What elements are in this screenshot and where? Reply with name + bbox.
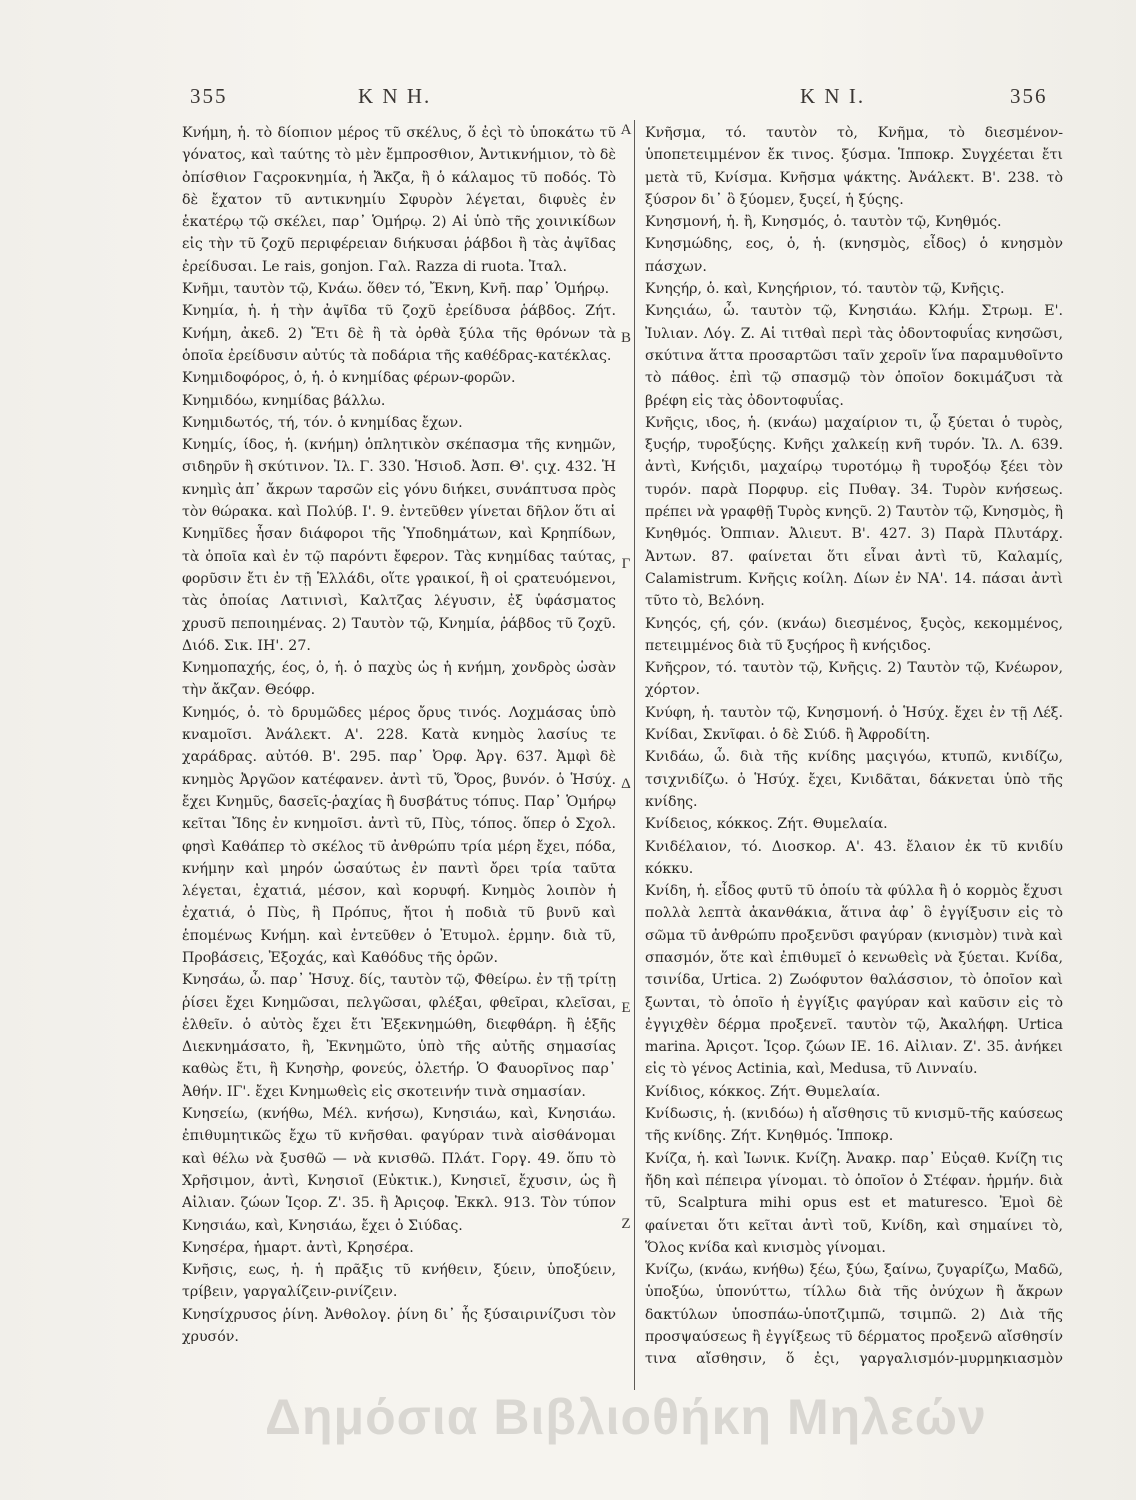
entry-knideios: Κνίδειος, κόκκος. Ζήτ. Θυμελαία.: [645, 816, 888, 833]
section-marker-epsilon: Ε: [621, 1000, 631, 1016]
column-divider: [634, 120, 635, 1390]
entry-knyfi: Κνύφη, ἡ. ταυτὸν τῷ, Κνησμονή. ὁ Ἡσύχ. ἔχει ἐν τῇ Λέξ. Κνίδαι, Σκνῖφαι. ὁ δὲ Σιύδ. ἢ Ἀφροδίτη.: [645, 704, 1063, 744]
entry-knisera: Κνησέρα, ἡμαρτ. ἀντὶ, Κρησέρα.: [182, 1239, 414, 1256]
running-header: [190, 84, 1060, 116]
entry-knisichrysos: Κνησίχρυσος ῥίνη. Ἀνθολογ. ῥίνη δι᾿ ἧς ξύσαιρινίζυσι τὸν χρυσόν.: [182, 1306, 616, 1346]
entry-knistir: Κνηςήρ, ὁ. καὶ, Κνηςήριον, τό. ταυτὸν τῷ, Κνῆςις.: [645, 281, 1005, 298]
entry-knistiao: Κνηςιάω, ὦ. ταυτὸν τῷ, Κνησιάω. Κλήμ. Στρωμ. Ε'. Ἰυλιαν. Λόγ. Ζ. Αἱ τιτθαὶ περὶ τὰς ὀδοντοφυΐας κνησῶσι, σκύτινα ἅττα προσαρτῶσι ταῖν χεροῖν ἵνα παραμυθοῖντο τὸ πάθος. ἐπὶ τῷ σπασμῷ τὸν ὁποῖον δοκιμάζυσι τὰ βρέφη εἰς τὰς ὀδοντοφυΐας.: [645, 303, 1063, 409]
entry-knismodis: Κνησμώδης, εος, ὁ, ἡ. (κνησμὸς, εἶδος) ὁ κνησμὸν πάσχων.: [645, 236, 1063, 275]
entry-knidi: Κνίδη, ἡ. εἶδος φυτῦ τῦ ὁποίυ τὰ φύλλα ἢ ὁ κορμὸς ἔχυσι πολλὰ λεπτὰ ἀκανθάκια, ἅτινα ἀφ᾿ ὃ ἐγγίξυσιν εἰς τὸ σῶμα τῦ ἀνθρώπυ προξενῦσι φαγύραν (κνισμὸν) τινὰ καὶ σπασμόν, ὅτε καὶ ἐπιθυμεῖ ὁ κενωθεὶς νὰ ξύεται. Κνίδα, τσινίδα, Urtica. 2) Ζωόφυτον θαλάσσιον, τὸ ὁποῖον καὶ ξωνται, τὸ ὁποῖο ἡ ἐγγίξις φαγύραν καὶ καῦσιν εἰς τὸ ἐγγιχθὲν δέρμα προξενεῖ. ταυτὸν τῷ, Ἀκαλήφη. Urtica marina. Ἀριςοτ. Ἱςορ. ζώων ΙΕ. 16. Αἰλιαν. Ζ'. 35. ἀνήκει εἰς τὸ γένος Actinia, καὶ, Medusa, τῦ Λινναίυ.: [645, 883, 1063, 1078]
entry-knimos: Κνημός, ὁ. τὸ δρυμῶδες μέρος ὄρυς τινός. Λοχμάσας ὑπὸ κναμοῖσι. Ἀνάλεκτ. Α'. 228. Κατὰ κνημὸς λασίυς τε χαράδρας. αὐτόθ. Β'. 295. παρ᾿ Ὀρφ. Ἀργ. 637. Ἀμφὶ δὲ κνημὸς Ἀργῶον κατέφανεν. ἀντὶ τῦ, Ὄρος, βυνόν. ὁ Ἡσύχ. ἔχει Κνημῦς, δασεῖς-ῥαχίας ἢ δυσβάτυς τόπυς. Παρ᾿ Ὁμήρῳ κεῖται Ἴδης ἐν κνημοῖσι. ἀντὶ τῦ, Πὺς, τόπος. ὅπερ ὁ Σχολ. φησὶ Καθάπερ τὸ σκέλος τῦ ἀνθρώπυ τρία μέρη ἔχει, πόδα, κνήμην καὶ μηρόν ὡσαύτως ἐν παντὶ ὄρει τρία ταῦτα λέγεται, ἐχατιά, μέσον, καὶ κορυφή. Κνημὸς λοιπὸν ἡ ἐχατιά, ὁ Πὺς, ἢ Πρόπυς, ἤτοι ἡ ποδιὰ τῦ βυνῦ καὶ ἑπομένως Κνήμη. καὶ ἐντεῦθεν ὁ Ἐτυμολ. ἑρμην. διὰ τῦ, Προβάσεις, Ἐξοχάς, καὶ Καθόδυς τῆς ὀρῶν.: [182, 704, 616, 966]
entry-knidao: Κνιδάω, ὦ. διὰ τῆς κνίδης μαςιγόω, κτυπῶ, κνιδίζω, τσιχνιδίζω. ὁ Ἡσύχ. ἔχει, Κνιδᾶται, δάκνεται ὑπὸ τῆς κνίδης.: [645, 749, 1063, 810]
page-number-right: 356: [1010, 84, 1048, 108]
entry-knimi: Κνήμη, ἡ. τὸ δίοπιον μέρος τῦ σκέλυς, ὅ ἐςὶ τὸ ὑποκάτω τῦ γόνατος, καὶ ταύτης τὸ μὲν ἔμπροσθιον, Ἀντικνήμιον, τὸ δὲ ὀπίσθιον Γαςροκνημία, ἡ Ἄκζα, ἢ ὁ κάλαμος τῦ ποδός. Τὸ δὲ ἔχατον τῦ αντικνημίυ Σφυρὸν λέγεται, διφυὲς ἐν ἑκατέρῳ τῷ σκέλει, παρ᾿ Ὁμήρῳ. 2) Αἱ ὑπὸ τῆς χοινικίδων εἰς τὴν τῦ ζοχῦ περιφέρειαν διήκυσαι ῥάβδοι ἢ τὰς ἀψῖδας ἐρείδυσαι. Le rais, gonjon. Γαλ. Razza di ruota. Ἰταλ.: [182, 125, 616, 275]
entry-kniseio: Κνησείω, (κνήθω, Μέλ. κνήσω), Κνησιάω, καὶ, Κνησιάω. ἐπιθυμητικῶς ἔχω τῦ κνῆσθαι. φαγύραν τινὰ αἰσθάνομαι καὶ θέλω νὰ ξυσθῶ — νὰ κνισθῶ. Πλάτ. Γοργ. 49. ὅπυ τὸ Χρῆσιμον, ἀντὶ, Κνησιοῖ (Εὐκτικ.), Κνησιεῖ, ἔχυσιν, ὡς ἢ Αἰλιαν. ζώων Ἱςορ. Ζ'. 35. ἢ Ἀριςοφ. Ἐκκλ. 913. Τὸν τύπον Κνησιάω, καὶ, Κνησιάω, ἔχει ὁ Σιύδας.: [182, 1106, 616, 1234]
page-number-left: 355: [190, 84, 228, 108]
section-marker-gamma: Γ: [621, 556, 631, 572]
entry-knidosis: Κνίδωσις, ἡ. (κνιδόω) ἡ αἴσθησις τῦ κνισμῦ-τῆς καύσεως τῆς κνίδης. Ζήτ. Κνηθμός. Ἱπποκρ.: [645, 1106, 1063, 1145]
entry-knizo: Κνίζω, (κνάω, κνήθω) ξέω, ξύω, ξαίνω, ζυγαρίζω, Μαδῶ, ὑποξύω, ὑπονύττω, τίλλω διὰ τῆς ὀνύχων ἢ ἄκρων δακτύλων ὑποσπάω-ὑποτζιμπῶ, τσιμπῶ. 2) Διὰ τῆς προσψαύσεως ἢ ἐγγίξεως τῦ δέρματος προξενῶ αἴσθησίν τινα αἴσθησιν, ὅ ἐςι, γαργαλισμόν-μυρμηκιασμὸν: [645, 1262, 1063, 1368]
entry-knimidoforos: Κνημιδοφόρος, ὁ, ἡ. ὁ κνημίδας φέρων-φορῶν.: [182, 370, 516, 387]
entry-knismoni: Κνησμονή, ἡ. ἢ, Κνησμός, ὁ. ταυτὸν τῷ, Κνηθμός.: [645, 214, 1002, 231]
entry-knisao: Κνησάω, ὦ. παρ᾿ Ἡσυχ. δίς, ταυτὸν τῷ, Φθείρω. ἐν τῇ τρίτῃ ῥίσει ἔχει Κνημῶσαι, πελγῶσαι, φλέξαι, φθεῖραι, κλεῖσαι, ἐλθεῖν. ὁ αὐτὸς ἔχει ἔτι Ἐξεκνημώθη, διεφθάρη. ἢ ἑξῆς Διεκνημάσατο, ἢ, Ἐκνημῶτο, ὑπὸ τῆς αὐτῆς σημασίας καθὼς ἔτι, ἢ Κνησὴρ, φονεύς, ὀλετήρ. Ὁ Φαυορῖνος παρ᾿ Ἀθήν. ΙΓ'. ἔχει Κνημωθεὶς εἰς σκοτεινήν τινὰ σημασίαν.: [182, 972, 616, 1100]
entry-knimidoo: Κνημιδόω, κνημίδας βάλλω.: [182, 392, 386, 409]
entry-knistis: Κνῆςις, ιδος, ἡ. (κνάω) μαχαίριον τι, ᾧ ξύεται ὁ τυρὸς, ξυςήρ, τυροξύςης. Κνῆςι χαλκείῃ κνῆ τυρόν. Ἰλ. Λ. 639. ἀντὶ, Κνήςιδι, μαχαίρῳ τυροτόμῳ ἢ τυροξόῳ ξέει τὸν τυρόν. παρὰ Πορφυρ. εἰς Πυθαγ. 34. Τυρὸν κνήσεως. πρέπει νὰ γραφθῇ Τυρὸς κνηςῦ. 2) Ταυτὸν τῷ, Κνησμὸς, ἢ Κνηθμός. Ὀππιαν. Ἀλιευτ. Β'. 427. 3) Παρὰ Πλυτάρχ. Ἀντων. 87. φαίνεται ὅτι εἶναι ἀντὶ τῦ, Καλαμίς, Calamistrum. Κνῆςις κοίλη. Δίων ἐν ΝΑ'. 14. πάσαι ἀντὶ τῦτο τὸ, Βελόνη.: [645, 414, 1063, 610]
section-marker-delta: Δ: [621, 776, 631, 792]
entry-knistron: Κνῆςρον, τό. ταυτὸν τῷ, Κνῆςις. 2) Ταυτὸν τῷ, Κνέωρον, χόρτον.: [645, 660, 1063, 699]
running-headword-left: Κ Ν Η.: [358, 84, 432, 108]
library-watermark: Δημόσια Βιβλιοθήκη Μηλεών: [265, 1389, 987, 1445]
entry-knimopachis: Κνημοπαχής, έος, ὁ, ἡ. ὁ παχὺς ὡς ἡ κνήμη, χονδρὸς ὡσὰν τὴν ἄκζαν. Θεόφρ.: [182, 660, 616, 699]
entry-knimidotos: Κνημιδωτός, τή, τόν. ὁ κνημίδας ἔχων.: [182, 414, 463, 431]
entry-knimi-verb: Κνῆμι, ταυτὸν τῷ, Κνάω. ὅθεν τό, Ἔκνη, Κνῆ. παρ᾿ Ὁμήρῳ.: [182, 281, 610, 298]
entry-knisma: Κνῆσμα, τό. ταυτὸν τὸ, Κνῆμα, τὸ διεσμένον-ὑποπετειμμένον ἔκ τινος. ξύσμα. Ἱπποκρ. Συγχέεται ἔτι μετὰ τῦ, Κνίσμα. Κνῆσμα ψάκτης. Ἀνάλεκτ. Β'. 238. τὸ ξύσρον δι᾿ ὃ ξύομεν, ξυςεί, ἡ ξύςης.: [645, 125, 1063, 208]
entry-knimia: Κνημία, ἡ. ἡ τὴν ἀψῖδα τῦ ζοχῦ ἐρείδυσα ῥάβδος. Ζήτ. Κνήμη, ἀκεδ. 2) Ἔτι δὲ ἢ τὰ ὀρθὰ ξύλα τῆς θρόνων τὰ ὁποῖα ἐρείδυσιν αὐτύς τὰ ποδάρια τῆς καθέδρας-κατέκλας.: [182, 303, 616, 364]
entry-knistos: Κνηςός, ςή, ςόν. (κνάω) διεσμένος, ξυςὸς, κεκομμένος, πετειμμένος διὰ τῦ ξυςήρος ἢ κνήςιδος.: [645, 615, 1063, 654]
entry-knimis: Κνημίς, ίδος, ἡ. (κνήμη) ὁπλητικὸν σκέπασμα τῆς κνημῶν, σιδηρῦν ἢ σκύτινον. Ἰλ. Γ. 330. Ἡσιοδ. Ἀσπ. Θ'. ςιχ. 432. Ἡ κνημὶς ἀπ᾿ ἄκρων ταρσῶν εἰς γόνυ διήκει, συνάπτυσα πρὸς τὸν θώρακα. καὶ Πολύβ. Ι'. 9. ἐντεῦθεν γίνεται δῆλον ὅτι αἱ Κνημῖδες ἦσαν διάφοροι τῆς Ὑποδημάτων, καὶ Κρηπίδων, τὰ ὁποῖα καὶ ἐν τῷ παρόντι ἔφερον. Τὰς κνημίδας ταύτας, φορῦσιν ἔτι ἐν τῇ Ἑλλάδι, οἵτε γραικοί, ἢ οἱ ςρατευόμενοι, τὰς ὁποίας Λατινισὶ, Καλτζας λέγυσιν, ἐξ ὑφάσματος χρυσῦ πεποιημένας. 2) Ταυτὸν τῷ, Κνημία, ῥάβδος τῦ ζοχῦ. Διόδ. Σικ. ΙΗ'. 27.: [182, 437, 616, 654]
entry-knidios: Κνίδιος, κόκκος. Ζήτ. Θυμελαία.: [645, 1083, 881, 1100]
section-marker-beta: Β: [620, 330, 631, 346]
left-column: [182, 122, 616, 1372]
entry-knidelaion: Κνιδέλαιον, τό. Διοσκορ. Α'. 43. ἔλαιον ἐκ τῦ κνιδίυ κόκκυ.: [645, 838, 1063, 877]
section-marker-alpha: Α: [620, 122, 632, 138]
entry-knisis: Κνῆσις, εως, ἡ. ἡ πρᾶξις τῦ κνήθειν, ξύειν, ὑποξύειν, τρίβειν, γαργαλίζειν-ρινίζειν.: [182, 1262, 616, 1301]
section-marker-zeta: Ζ: [621, 1216, 631, 1232]
right-column: [645, 122, 1063, 1372]
entry-kniza: Κνίζα, ἡ. καὶ Ἰωνικ. Κνίζη. Ἀνακρ. παρ᾿ Εὐςαθ. Κνίζη τις ἤδη καὶ πέπειρα γίνομαι. τὸ ὁποῖον ὁ Στέφαν. ἡρμήν. διὰ τῦ, Scalptura mihi opus est et maturesco. Ἐμοὶ δὲ φαίνεται ὅτι κεῖται ἀντὶ τοῦ, Κνίδη, καὶ σημαίνει τὸ, Ὅλος κνίδα καὶ κνισμὸς γίνομαι.: [645, 1150, 1063, 1256]
running-headword-right: Κ Ν Ι.: [800, 84, 866, 108]
